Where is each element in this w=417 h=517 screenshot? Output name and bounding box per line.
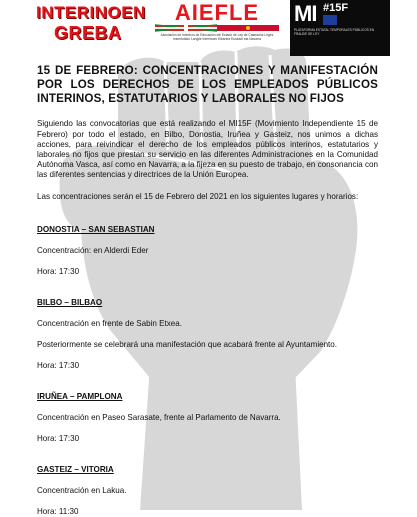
logo-line-1: INTERINOEN bbox=[36, 3, 146, 22]
location-heading-pamplona: IRUÑEA – PAMPLONA bbox=[37, 391, 123, 401]
mi15f-hashtag: #15F bbox=[323, 2, 349, 14]
aiefle-subtitle: Asociación de Interinos de Educación del Estado de Ley de Castrados Legez Inseritutako Langile Interinoen Elkartea Euskadi eta Navarra bbox=[160, 33, 274, 41]
ikurrina-and-navarra-flags-icon bbox=[155, 25, 279, 31]
mi15f-subtitle: PLATAFORMA ESTATAL TEMPORALES PÚBLICOS EN FRAUDE DE LEY bbox=[294, 28, 375, 36]
location-heading-donostia: DONOSTIA – SAN SEBASTIAN bbox=[37, 224, 155, 234]
location-detail: Posteriormente se celebrará una manifestación que acabará frente al Ayuntamiento. bbox=[37, 339, 338, 349]
schedule-intro: Las concentraciones serán el 15 de Febrero del 2021 en los siguientes lugares y horarios: bbox=[37, 191, 359, 201]
location-heading-vitoria: GASTEIZ – VITORIA bbox=[37, 464, 114, 474]
eu-flag-icon bbox=[323, 15, 337, 25]
mi15f-letters: MI bbox=[294, 1, 317, 26]
intro-paragraph: Siguiendo las convocatorias que está realizando el MI15F (Movimiento Independiente 15 de Febrero) por todo el estado, en Bilbo, Donostia, Iruñea y Gasteiz, nos unimos a dichas acciones, para reivindicar el derecho de los empleados públicos interinos, estatutarios y laborales no fijos que prestan su servicio en las diferentes Administraciones en la Comunidad Autónoma Vasca, así como en Navarra, a la fijeza en su puesto de trabajo, en consonancia con las diferentes sentencias y directrices de la Unión Europea. bbox=[37, 119, 378, 180]
logo-line-2: GREBA bbox=[54, 23, 122, 43]
location-time: Hora: 17:30 bbox=[37, 266, 80, 276]
location-heading-bilbao: BILBO – BILBAO bbox=[37, 297, 103, 307]
location-time: Hora: 17:30 bbox=[37, 433, 80, 443]
aiefle-wordmark: AIEFLE bbox=[174, 0, 260, 25]
interinoen-greba-logo bbox=[36, 3, 146, 47]
location-detail: Concentración en Lakua. bbox=[37, 485, 127, 495]
mi15f-logo bbox=[290, 0, 390, 56]
location-time: Hora: 11:30 bbox=[37, 506, 79, 516]
location-detail: Concentración: en Alderdi Eder bbox=[37, 245, 149, 255]
location-time: Hora: 17:30 bbox=[37, 360, 80, 370]
document-body bbox=[37, 64, 378, 517]
location-detail: Concentración en Paseo Sarasate, frente al Parlamento de Navarra. bbox=[37, 412, 281, 422]
location-detail: Concentración en frente de Sabin Etxea. bbox=[37, 318, 182, 328]
aiefle-logo bbox=[153, 2, 281, 56]
document-title: 15 DE FEBRERO: CONCENTRACIONES Y MANIFESTACIÓN POR LOS DERECHOS DE LOS EMPLEADOS PÚBLICOS INTERINOS, ESTATUTARIOS Y LABORALES NO FIJOS bbox=[37, 64, 378, 105]
